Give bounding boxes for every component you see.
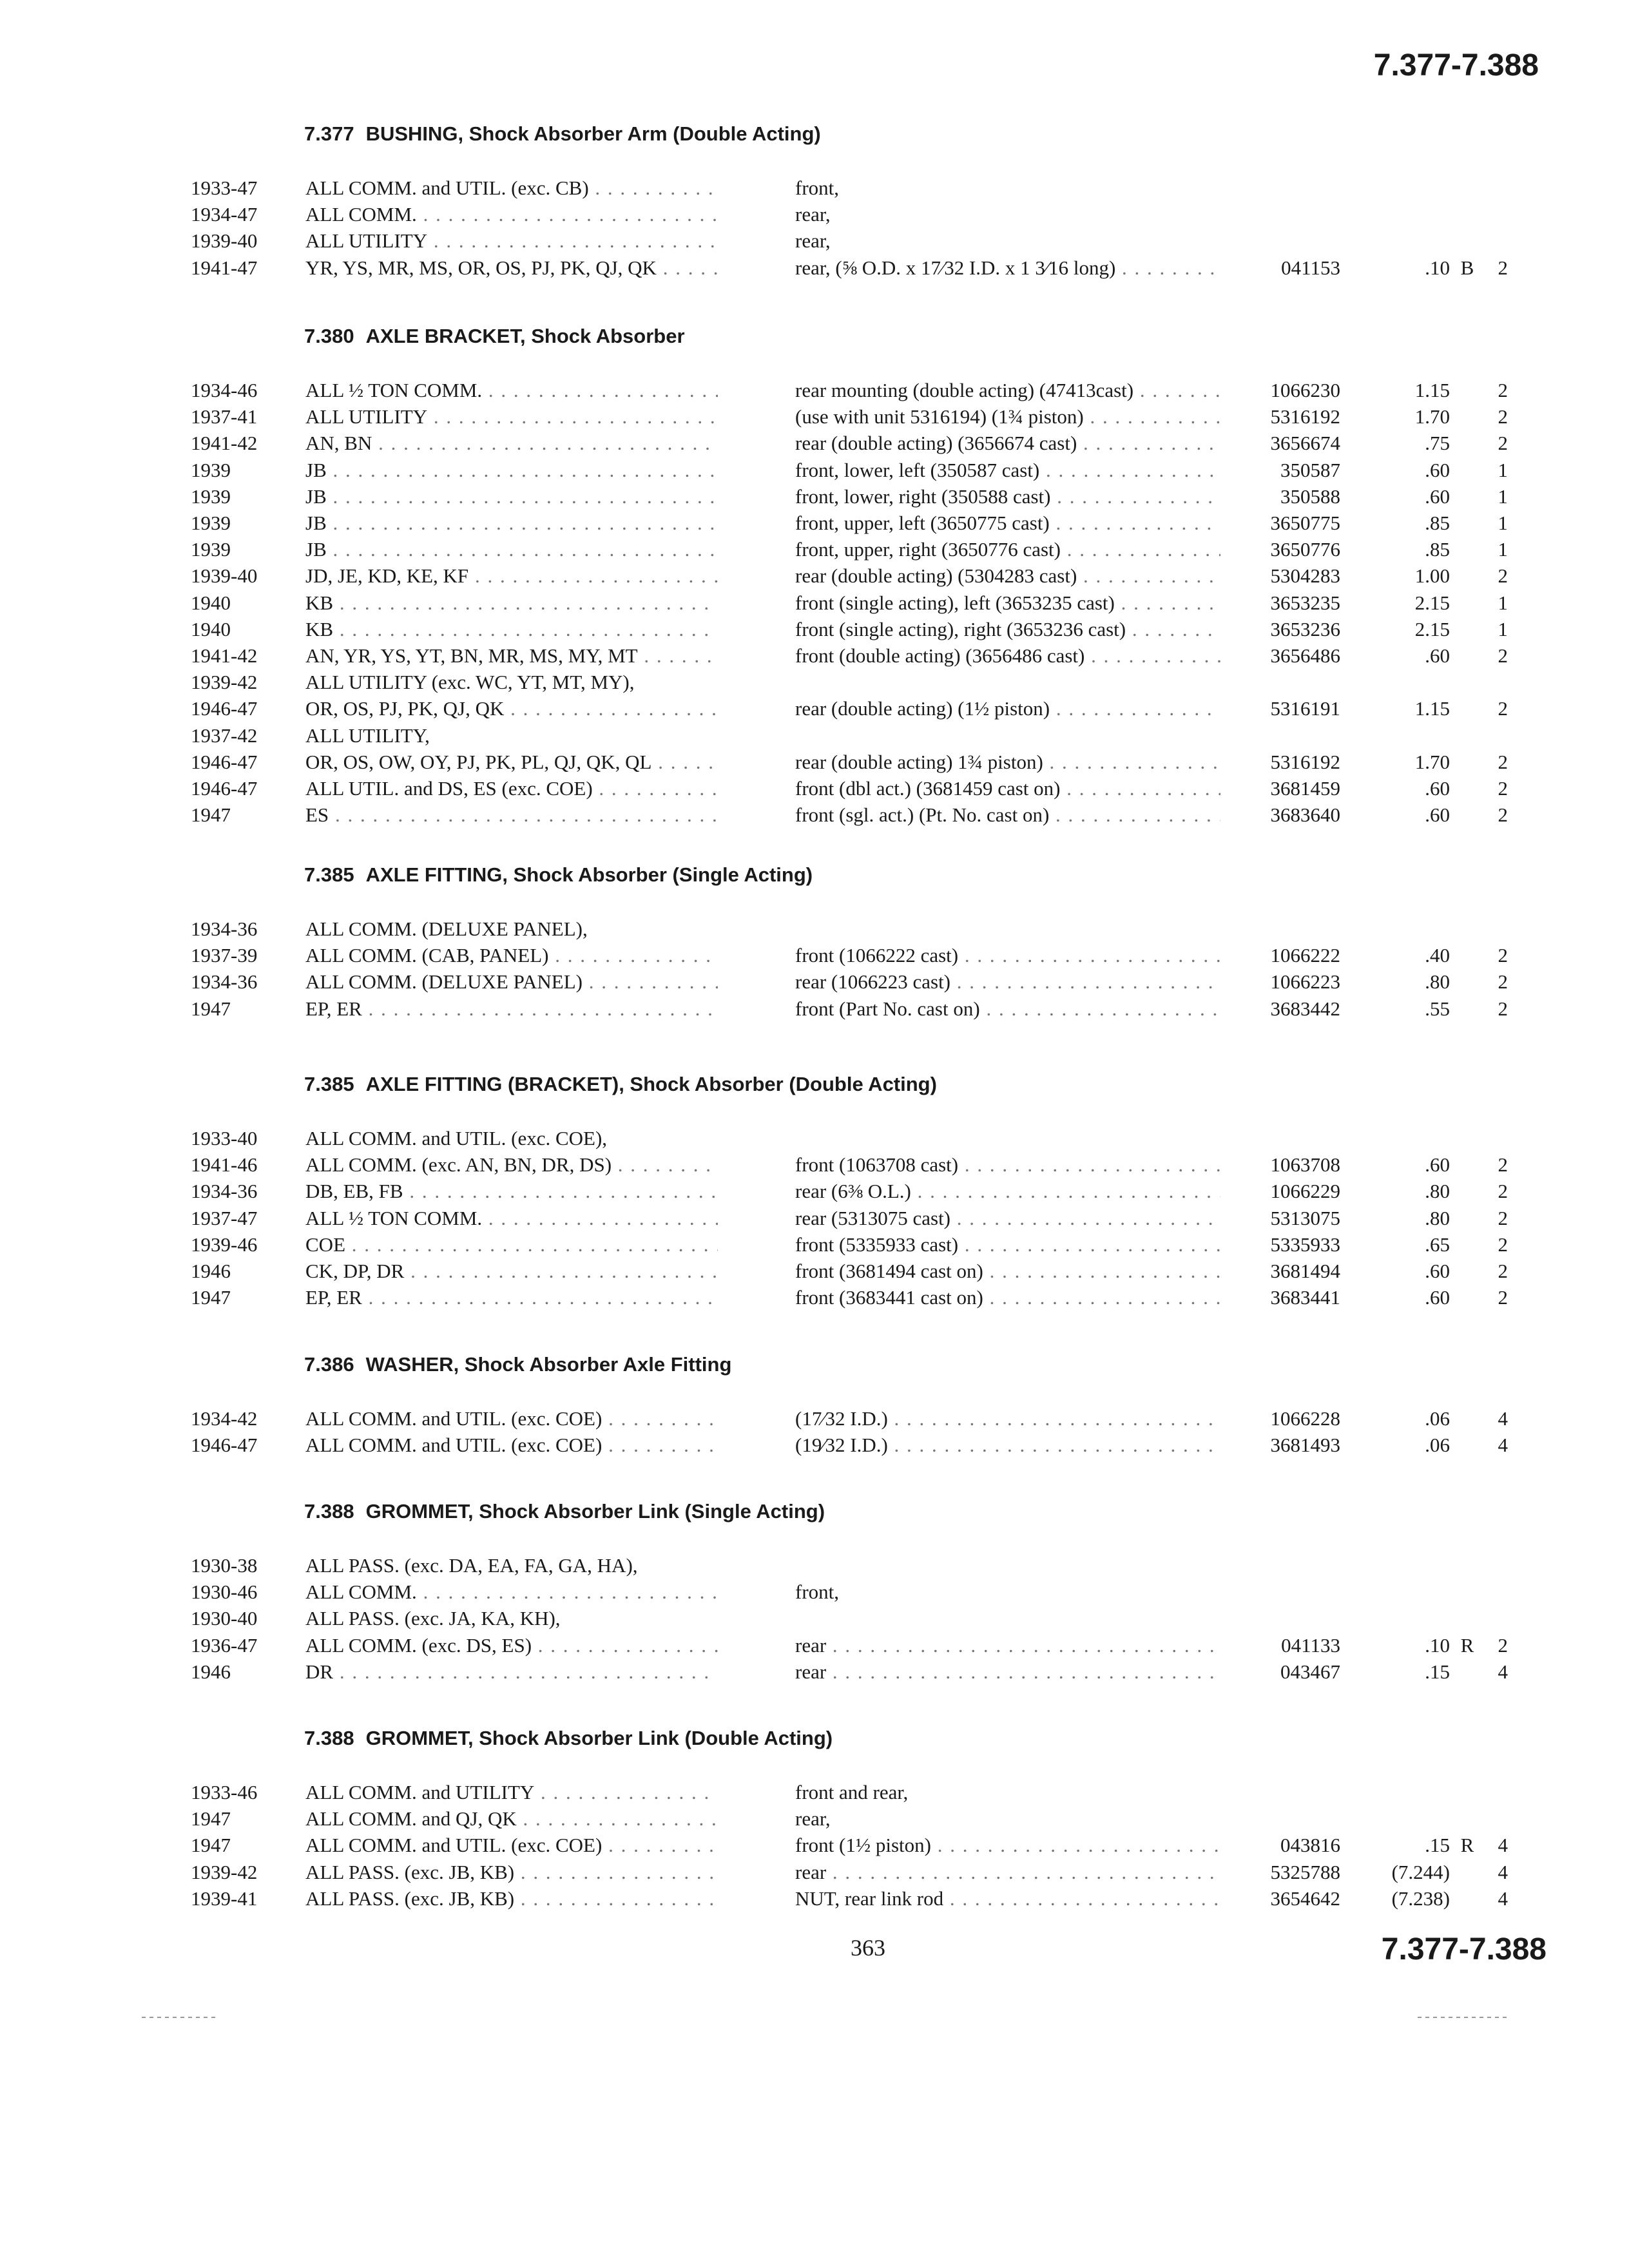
- catalog-row: [0, 379, 1629, 405]
- row-part-number: 3683442: [1270, 997, 1340, 1020]
- catalog-row: [0, 803, 1629, 829]
- row-years: 1939: [191, 485, 231, 508]
- row-code: R: [1460, 1633, 1474, 1657]
- row-years: 1937-41: [191, 405, 258, 428]
- row-description: front (dbl act.) (3681459 cast on) . . .: [795, 777, 1220, 800]
- row-years: 1941-47: [191, 256, 258, 279]
- row-price: .60: [1425, 1286, 1450, 1309]
- row-models: ALL UTILITY,: [305, 724, 430, 747]
- row-quantity: 2: [1498, 970, 1508, 994]
- row-quantity: 2: [1498, 405, 1508, 428]
- row-models: COE . . .: [305, 1233, 718, 1256]
- row-description: front and rear,: [795, 1781, 909, 1803]
- row-years: 1947: [191, 1286, 231, 1309]
- row-models: ALL PASS. (exc. JB, KB) . . .: [305, 1887, 718, 1910]
- section-title: WASHER, Shock Absorber Axle Fitting: [365, 1353, 732, 1376]
- row-years: 1930-40: [191, 1607, 258, 1630]
- row-years: 1939-41: [191, 1887, 258, 1910]
- row-years: 1947: [191, 1834, 231, 1857]
- row-description: rear (double acting) (1½ piston) . . .: [795, 697, 1220, 720]
- section-number: 7.388: [304, 1500, 354, 1523]
- row-part-number: 3650775: [1270, 512, 1340, 534]
- row-part-number: 1063708: [1270, 1153, 1340, 1177]
- row-quantity: 4: [1498, 1860, 1508, 1883]
- row-models: CK, DP, DR . . .: [305, 1260, 718, 1283]
- row-description: rear (double acting) 1¾ piston) . . .: [795, 751, 1220, 774]
- row-description: front, lower, right (350588 cast) . . .: [795, 485, 1220, 508]
- row-price: .40: [1425, 944, 1450, 967]
- section-title: AXLE BRACKET, Shock Absorber: [365, 325, 685, 347]
- row-price: .06: [1425, 1407, 1450, 1430]
- row-description: front (single acting), left (3653235 cast) . . .: [795, 591, 1220, 615]
- row-price: .55: [1425, 997, 1450, 1020]
- catalog-row: [0, 644, 1629, 670]
- row-description: (19⁄32 I.D.) . . .: [795, 1434, 1220, 1457]
- catalog-row: [0, 1634, 1629, 1660]
- row-part-number: 3653236: [1270, 617, 1340, 640]
- row-quantity: 2: [1498, 997, 1508, 1020]
- catalog-row: [0, 1153, 1629, 1179]
- row-part-number: 350588: [1280, 485, 1340, 508]
- row-part-number: 1066229: [1270, 1180, 1340, 1203]
- catalog-row: [0, 203, 1629, 229]
- catalog-row: [0, 1581, 1629, 1606]
- catalog-row: [0, 459, 1629, 485]
- row-models: KB . . .: [305, 618, 718, 641]
- row-years: 1940: [191, 591, 231, 614]
- row-description: rear (double acting) (3656674 cast) . . .: [795, 432, 1220, 455]
- row-quantity: 4: [1498, 1407, 1508, 1430]
- row-quantity: 1: [1498, 485, 1508, 508]
- row-quantity: 2: [1498, 644, 1508, 667]
- row-models: ALL COMM. and UTIL. (exc. CB) . . .: [305, 177, 718, 200]
- row-years: 1947: [191, 997, 231, 1020]
- row-part-number: 3681494: [1270, 1260, 1340, 1282]
- row-years: 1939-46: [191, 1233, 258, 1256]
- catalog-row: [0, 1887, 1629, 1913]
- row-part-number: 350587: [1280, 458, 1340, 481]
- row-years: 1933-46: [191, 1781, 258, 1803]
- catalog-row: [0, 256, 1629, 282]
- catalog-row: [0, 1861, 1629, 1887]
- row-quantity: 2: [1498, 1633, 1508, 1657]
- row-description: front (5335933 cast) . . .: [795, 1233, 1220, 1256]
- section-heading: [304, 1073, 937, 1096]
- row-price: .06: [1425, 1434, 1450, 1457]
- row-models: ALL COMM. (DELUXE PANEL),: [305, 918, 588, 940]
- row-models: ALL COMM. (exc. DS, ES) . . .: [305, 1634, 718, 1657]
- row-part-number: 5316191: [1270, 697, 1340, 720]
- catalog-row: [0, 1260, 1629, 1285]
- section-title: AXLE FITTING, Shock Absorber (Single Acting): [365, 863, 813, 886]
- row-years: 1941-46: [191, 1153, 258, 1177]
- row-price: (7.238): [1391, 1887, 1450, 1910]
- row-years: 1934-42: [191, 1407, 258, 1430]
- row-description: rear (5313075 cast) . . .: [795, 1207, 1220, 1230]
- row-models: ALL PASS. (exc. JB, KB) . . .: [305, 1861, 718, 1884]
- row-description: front (sgl. act.) (Pt. No. cast on) . . .: [795, 803, 1220, 827]
- row-models: JB . . .: [305, 512, 718, 535]
- row-models: ES . . .: [305, 803, 718, 827]
- row-quantity: 2: [1498, 777, 1508, 800]
- row-price: .80: [1425, 970, 1450, 994]
- row-part-number: 3683441: [1270, 1286, 1340, 1309]
- section-heading: [304, 122, 821, 146]
- section-heading: [304, 1353, 731, 1376]
- row-quantity: 2: [1498, 803, 1508, 827]
- row-part-number: 043816: [1280, 1834, 1340, 1857]
- row-description: rear (6⅜ O.L.) . . .: [795, 1180, 1220, 1203]
- row-part-number: 3653235: [1270, 591, 1340, 614]
- row-years: 1934-47: [191, 203, 258, 226]
- catalog-row: [0, 997, 1629, 1023]
- row-description: rear (double acting) (5304283 cast) . . .: [795, 564, 1220, 588]
- page-range-footer: 7.377-7.388: [1381, 1932, 1547, 1966]
- row-years: 1946-47: [191, 777, 258, 800]
- row-years: 1930-46: [191, 1581, 258, 1604]
- row-description: rear . . .: [795, 1660, 1220, 1684]
- row-years: 1939: [191, 458, 231, 481]
- row-years: 1934-36: [191, 918, 258, 940]
- row-price: .60: [1425, 1260, 1450, 1282]
- section-title: BUSHING, Shock Absorber Arm (Double Acting): [365, 122, 821, 145]
- row-models: ALL ½ TON COMM. . . .: [305, 1207, 718, 1230]
- row-models: EP, ER . . .: [305, 1286, 718, 1309]
- row-price: .15: [1425, 1660, 1450, 1683]
- page-range-header: 7.377-7.388: [1373, 48, 1539, 82]
- row-years: 1946: [191, 1660, 231, 1683]
- row-part-number: 043467: [1280, 1660, 1340, 1683]
- row-years: 1939-42: [191, 671, 258, 694]
- row-price: 1.70: [1414, 750, 1450, 773]
- catalog-row: [0, 1207, 1629, 1233]
- row-part-number: 041153: [1281, 256, 1340, 279]
- row-description: rear, (⅝ O.D. x 17⁄32 I.D. x 1 3⁄16 long) . . .: [795, 256, 1220, 280]
- section-heading: [304, 863, 813, 887]
- section-number: 7.385: [304, 863, 354, 886]
- catalog-row: [0, 671, 1629, 697]
- row-quantity: 2: [1498, 432, 1508, 455]
- row-price: .10: [1425, 256, 1450, 279]
- row-years: 1941-42: [191, 432, 258, 455]
- row-models: ALL COMM. (exc. AN, BN, DR, DS) . . .: [305, 1153, 718, 1177]
- row-models: ALL COMM. and UTIL. (exc. COE) . . .: [305, 1434, 718, 1457]
- row-quantity: 4: [1498, 1834, 1508, 1857]
- row-quantity: 1: [1498, 617, 1508, 640]
- row-price: .75: [1425, 432, 1450, 455]
- catalog-row: [0, 751, 1629, 776]
- row-models: OR, OS, OW, OY, PJ, PK, PL, QJ, QK, QL . . .: [305, 751, 718, 774]
- row-part-number: 5304283: [1270, 564, 1340, 588]
- row-years: 1936-47: [191, 1633, 258, 1657]
- row-quantity: 2: [1498, 1233, 1508, 1256]
- row-quantity: 2: [1498, 1153, 1508, 1177]
- row-description: rear mounting (double acting) (47413cast) . . .: [795, 379, 1220, 402]
- row-part-number: 1066228: [1270, 1407, 1340, 1430]
- row-description: rear,: [795, 229, 831, 253]
- row-models: ALL COMM. . . .: [305, 203, 718, 226]
- row-years: 1933-47: [191, 177, 258, 199]
- row-description: front (double acting) (3656486 cast) . . .: [795, 644, 1220, 668]
- row-years: 1934-36: [191, 970, 258, 994]
- row-quantity: 2: [1498, 697, 1508, 720]
- scan-artifact: [142, 2017, 219, 2018]
- row-part-number: 5325788: [1270, 1860, 1340, 1883]
- catalog-row: [0, 697, 1629, 723]
- row-price: .80: [1425, 1180, 1450, 1203]
- row-price: (7.244): [1391, 1860, 1450, 1883]
- row-description: front, upper, left (3650775 cast) . . .: [795, 512, 1220, 535]
- row-models: ALL COMM. . . .: [305, 1581, 718, 1604]
- row-code: B: [1460, 256, 1474, 279]
- catalog-row: [0, 1127, 1629, 1153]
- row-years: 1939: [191, 512, 231, 534]
- catalog-row: [0, 1434, 1629, 1459]
- catalog-row: [0, 1807, 1629, 1833]
- catalog-row: [0, 1554, 1629, 1580]
- row-part-number: 5316192: [1270, 750, 1340, 773]
- row-models: ALL COMM. (DELUXE PANEL) . . .: [305, 970, 718, 994]
- row-description: rear,: [795, 1807, 831, 1831]
- row-years: 1946-47: [191, 750, 258, 773]
- catalog-row: [0, 1834, 1629, 1860]
- row-description: front, lower, left (350587 cast) . . .: [795, 459, 1220, 482]
- row-models: AN, YR, YS, YT, BN, MR, MS, MY, MT . . .: [305, 644, 718, 668]
- row-description: rear . . .: [795, 1861, 1220, 1884]
- row-models: OR, OS, PJ, PK, QJ, QK . . .: [305, 697, 718, 720]
- row-price: 1.00: [1414, 564, 1450, 588]
- row-models: YR, YS, MR, MS, OR, OS, PJ, PK, QJ, QK . . .: [305, 256, 718, 280]
- row-models: ALL COMM. and UTILITY . . .: [305, 1781, 718, 1804]
- row-years: 1946: [191, 1260, 231, 1282]
- row-models: ALL UTILITY . . .: [305, 229, 718, 253]
- row-part-number: 3656486: [1270, 644, 1340, 667]
- section-number: 7.386: [304, 1353, 354, 1376]
- catalog-row: [0, 405, 1629, 431]
- catalog-row: [0, 970, 1629, 996]
- catalog-row: [0, 591, 1629, 617]
- row-price: .85: [1425, 512, 1450, 534]
- catalog-row: [0, 777, 1629, 803]
- section-title: GROMMET, Shock Absorber Link (Double Acting): [365, 1727, 833, 1749]
- catalog-row: [0, 1180, 1629, 1206]
- row-description: front (1063708 cast) . . .: [795, 1153, 1220, 1177]
- row-years: 1946-47: [191, 697, 258, 720]
- row-quantity: 1: [1498, 458, 1508, 481]
- row-part-number: 5335933: [1270, 1233, 1340, 1256]
- row-price: .80: [1425, 1206, 1450, 1229]
- row-price: .60: [1425, 1153, 1450, 1177]
- row-models: DR . . .: [305, 1660, 718, 1684]
- row-years: 1939-42: [191, 1860, 258, 1883]
- row-description: front (single acting), right (3653236 cast) . . .: [795, 618, 1220, 641]
- row-description: front (3681494 cast on) . . .: [795, 1260, 1220, 1283]
- section-title: GROMMET, Shock Absorber Link (Single Acting): [365, 1500, 825, 1523]
- row-quantity: 2: [1498, 1206, 1508, 1229]
- row-models: ALL COMM. (CAB, PANEL) . . .: [305, 944, 718, 967]
- row-description: front (1066222 cast) . . .: [795, 944, 1220, 967]
- row-years: 1947: [191, 1807, 231, 1831]
- section-number: 7.385: [304, 1073, 354, 1095]
- row-price: .65: [1425, 1233, 1450, 1256]
- row-part-number: 5313075: [1270, 1206, 1340, 1229]
- row-description: front (1½ piston) . . .: [795, 1834, 1220, 1857]
- row-models: JB . . .: [305, 459, 718, 482]
- catalog-row: [0, 618, 1629, 644]
- catalog-row: [0, 724, 1629, 750]
- row-models: JD, JE, KD, KE, KF . . .: [305, 564, 718, 588]
- row-part-number: 3681493: [1270, 1434, 1340, 1457]
- row-quantity: 2: [1498, 1180, 1508, 1203]
- row-quantity: 4: [1498, 1887, 1508, 1910]
- section-title: AXLE FITTING (BRACKET), Shock Absorber (Double Acting): [365, 1073, 937, 1095]
- row-part-number: 1066223: [1270, 970, 1340, 994]
- row-years: 1941-42: [191, 644, 258, 667]
- row-models: AN, BN . . .: [305, 432, 718, 455]
- catalog-row: [0, 538, 1629, 564]
- row-models: ALL PASS. (exc. JA, KA, KH),: [305, 1607, 561, 1630]
- row-part-number: 3650776: [1270, 538, 1340, 561]
- row-price: .60: [1425, 777, 1450, 800]
- row-years: 1939-40: [191, 229, 258, 253]
- catalog-row: [0, 1607, 1629, 1633]
- catalog-row: [0, 177, 1629, 202]
- row-quantity: 2: [1498, 750, 1508, 773]
- row-part-number: 3656674: [1270, 432, 1340, 455]
- row-description: rear . . .: [795, 1634, 1220, 1657]
- catalog-row: [0, 1781, 1629, 1807]
- row-quantity: 2: [1498, 944, 1508, 967]
- row-description: front,: [795, 177, 840, 199]
- section-heading: [304, 1500, 825, 1523]
- section-heading: [304, 325, 685, 348]
- row-price: .60: [1425, 644, 1450, 667]
- row-years: 1939-40: [191, 564, 258, 588]
- section-heading: [304, 1727, 833, 1750]
- row-years: 1946-47: [191, 1434, 258, 1457]
- row-years: 1937-39: [191, 944, 258, 967]
- row-quantity: 4: [1498, 1434, 1508, 1457]
- row-quantity: 2: [1498, 1286, 1508, 1309]
- row-price: .85: [1425, 538, 1450, 561]
- row-models: ALL COMM. and UTIL. (exc. COE) . . .: [305, 1407, 718, 1430]
- section-number: 7.377: [304, 122, 354, 145]
- row-description: front, upper, right (3650776 cast) . . .: [795, 538, 1220, 561]
- row-models: ALL COMM. and UTIL. (exc. COE),: [305, 1127, 608, 1149]
- row-quantity: 1: [1498, 512, 1508, 534]
- catalog-row: [0, 1233, 1629, 1259]
- catalog-row: [0, 485, 1629, 511]
- catalog-row: [0, 944, 1629, 970]
- row-part-number: 3654642: [1270, 1887, 1340, 1910]
- row-part-number: 1066222: [1270, 944, 1340, 967]
- row-quantity: 2: [1498, 379, 1508, 401]
- row-price: .60: [1425, 458, 1450, 481]
- row-models: ALL COMM. and UTIL. (exc. COE) . . .: [305, 1834, 718, 1857]
- row-models: ALL UTILITY (exc. WC, YT, MT, MY),: [305, 671, 635, 694]
- row-price: .60: [1425, 803, 1450, 827]
- row-models: ALL PASS. (exc. DA, EA, FA, GA, HA),: [305, 1554, 638, 1577]
- row-description: rear (1066223 cast) . . .: [795, 970, 1220, 994]
- row-years: 1934-46: [191, 379, 258, 401]
- row-part-number: 3681459: [1270, 777, 1340, 800]
- row-models: DB, EB, FB . . .: [305, 1180, 718, 1203]
- row-description: rear,: [795, 203, 831, 226]
- row-quantity: 2: [1498, 256, 1508, 279]
- row-years: 1940: [191, 617, 231, 640]
- catalog-row: [0, 432, 1629, 457]
- section-number: 7.380: [304, 325, 354, 347]
- row-models: EP, ER . . .: [305, 997, 718, 1021]
- row-years: 1939: [191, 538, 231, 561]
- row-price: 2.15: [1414, 617, 1450, 640]
- row-quantity: 1: [1498, 591, 1508, 614]
- row-years: 1930-38: [191, 1554, 258, 1577]
- catalog-row: [0, 1660, 1629, 1686]
- row-part-number: 5316192: [1270, 405, 1340, 428]
- row-years: 1933-40: [191, 1127, 258, 1149]
- row-quantity: 2: [1498, 1260, 1508, 1282]
- row-description: front (Part No. cast on) . . .: [795, 997, 1220, 1021]
- page-number: 363: [851, 1935, 885, 1961]
- row-part-number: 041133: [1281, 1633, 1340, 1657]
- row-description: (use with unit 5316194) (1¾ piston) . . .: [795, 405, 1220, 428]
- row-price: .15: [1425, 1834, 1450, 1857]
- row-price: 1.70: [1414, 405, 1450, 428]
- catalog-row: [0, 1286, 1629, 1312]
- row-models: ALL UTILITY . . .: [305, 405, 718, 428]
- catalog-row: [0, 229, 1629, 255]
- catalog-row: [0, 564, 1629, 590]
- row-description: front,: [795, 1581, 840, 1604]
- row-years: 1934-36: [191, 1180, 258, 1203]
- row-description: front (3683441 cast on) . . .: [795, 1286, 1220, 1309]
- row-description: (17⁄32 I.D.) . . .: [795, 1407, 1220, 1430]
- catalog-row: [0, 918, 1629, 943]
- row-code: R: [1460, 1834, 1474, 1857]
- catalog-row: [0, 512, 1629, 537]
- row-part-number: 3683640: [1270, 803, 1340, 827]
- row-price: 1.15: [1414, 697, 1450, 720]
- row-price: 1.15: [1414, 379, 1450, 401]
- row-price: .10: [1425, 1633, 1450, 1657]
- row-models: JB . . .: [305, 538, 718, 561]
- row-models: JB . . .: [305, 485, 718, 508]
- scan-artifact: [1418, 2017, 1508, 2018]
- row-description: NUT, rear link rod . . .: [795, 1887, 1220, 1910]
- row-quantity: 1: [1498, 538, 1508, 561]
- row-models: KB . . .: [305, 591, 718, 615]
- row-years: 1937-47: [191, 1206, 258, 1229]
- row-models: ALL COMM. and QJ, QK . . .: [305, 1807, 718, 1831]
- row-models: ALL ½ TON COMM. . . .: [305, 379, 718, 402]
- row-years: 1947: [191, 803, 231, 827]
- catalog-row: [0, 1407, 1629, 1433]
- row-part-number: 1066230: [1270, 379, 1340, 401]
- row-price: 2.15: [1414, 591, 1450, 614]
- row-years: 1937-42: [191, 724, 258, 747]
- section-number: 7.388: [304, 1727, 354, 1749]
- row-quantity: 4: [1498, 1660, 1508, 1683]
- row-models: ALL UTIL. and DS, ES (exc. COE) . . .: [305, 777, 718, 800]
- row-price: .60: [1425, 485, 1450, 508]
- row-quantity: 2: [1498, 564, 1508, 588]
